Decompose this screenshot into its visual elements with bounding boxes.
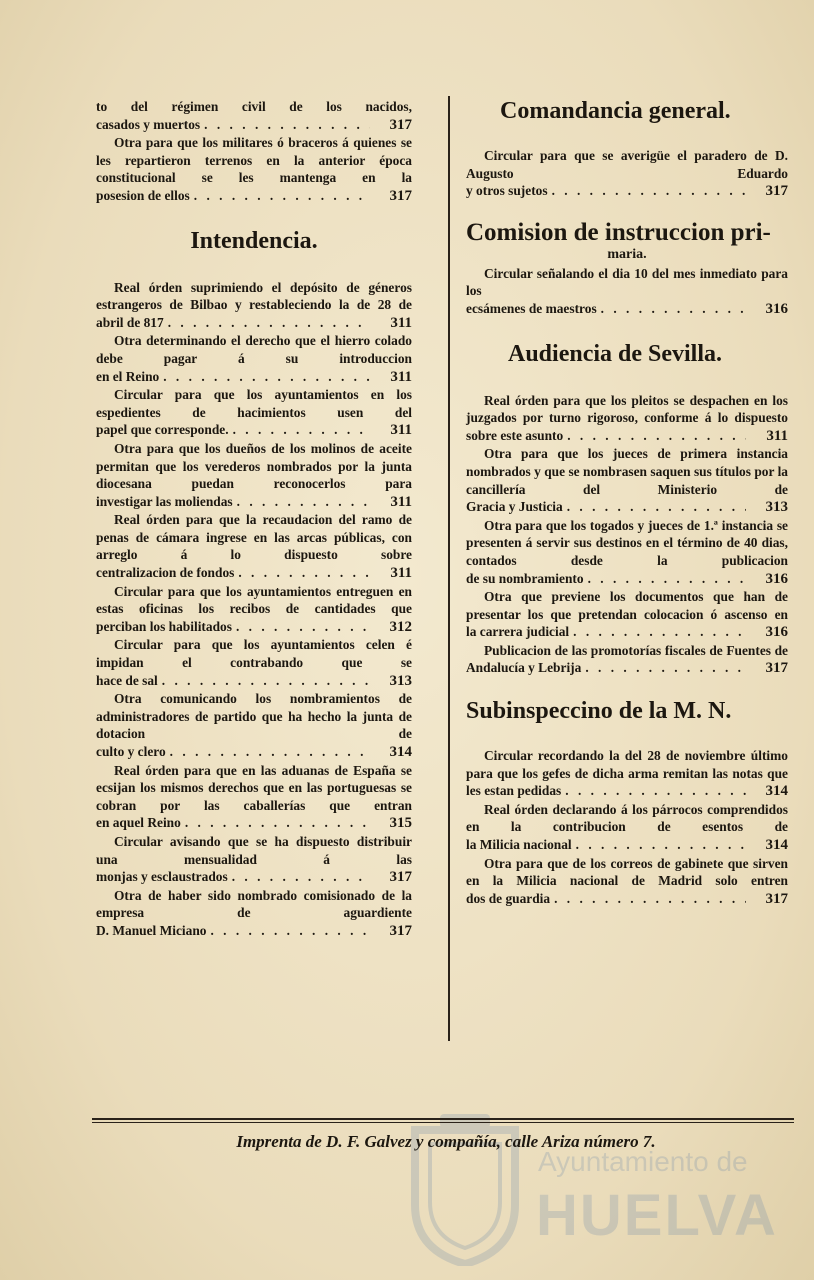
dot-leader (588, 570, 746, 588)
intendencia-entries (96, 279, 412, 941)
comandancia-entries (466, 147, 788, 201)
page-number: 313 (389, 672, 412, 689)
entry-text-end: en aquel Reino (96, 815, 181, 831)
index-entry (466, 147, 788, 201)
audiencia-entries (466, 392, 788, 679)
entry-text: Real órden para que en las aduanas de España se ecsijan los mismos derechos que en las portuguesas se cobran por las caballerías que entran (96, 762, 412, 813)
entry-text: Otra para que los togados y jueces de 1.ª instancia se presenten á servir sus destinos en el término de 40 dias, contados desde la publicacion (466, 517, 788, 568)
index-entry (466, 747, 788, 801)
index-entry (96, 887, 412, 941)
entry-text-end: de su nombramiento (466, 570, 584, 586)
watermark-line2: HUELVA (536, 1183, 778, 1248)
entry-text-end: y otros sujetos (466, 183, 548, 199)
page-number: 314 (389, 744, 412, 760)
entry-text-end: ecsámenes de maestros (466, 300, 597, 316)
index-entry (96, 511, 412, 582)
page-number: 317 (765, 890, 788, 907)
page-number: 317 (389, 116, 412, 133)
page-number: 317 (765, 183, 788, 200)
entry-text-end: culto y clero (96, 744, 166, 759)
section-heading-comision: Comision de instruccion pri- (466, 218, 771, 246)
entry-text: Publicacion de las promotorías fiscales de Fuentes de (484, 642, 788, 658)
page-number: 316 (765, 300, 788, 317)
entry-text: Otra para que los militares ó braceros á quienes se les repartieron terrenos en la anterior época constitucional se les mantenga en la (96, 135, 412, 186)
page-number: 311 (390, 368, 412, 385)
index-entry (96, 98, 412, 134)
entry-text-end: sobre este asunto (466, 427, 564, 443)
page-number: 311 (766, 427, 788, 444)
entry-text: Circular avisando que se ha dispuesto distribuir una mensualidad á las (96, 833, 412, 867)
entry-text-end: posesion de ellos (96, 187, 190, 203)
entry-text-end: Gracia y Justicia (466, 499, 563, 515)
footer-rule (92, 1118, 794, 1120)
index-entry (96, 833, 412, 887)
entry-text-end: casados y muertos (96, 116, 201, 132)
dot-leader (236, 618, 370, 636)
dot-leader (194, 187, 370, 205)
entry-text: Real órden para que la recaudacion del ramo de penas de cámara ingrese en las arcas públicas, con arreglo á lo dispuesto sobre (96, 512, 412, 563)
index-entry (96, 134, 412, 205)
page-number: 311 (390, 314, 412, 331)
dot-leader (567, 498, 746, 516)
index-entry (466, 265, 788, 319)
section-heading-audiencia: Audiencia de Sevilla. (508, 340, 723, 367)
dot-leader (565, 782, 746, 800)
page-number: 317 (389, 869, 412, 886)
entry-text-end: abril de 817 (96, 314, 164, 330)
page-number: 315 (389, 815, 412, 832)
watermark-line1: Ayuntamiento de (538, 1146, 748, 1177)
page-number: 317 (765, 660, 788, 677)
entry-text: Circular para que se averigüe el paradero de D. Augusto Eduardo (466, 148, 788, 181)
entry-text-end: investigar las moliendas (96, 493, 233, 509)
dot-leader (162, 672, 370, 690)
entry-text: Otra para que de los correos de gabinete que sirven en la Milicia nacional de Madrid solo entren (466, 855, 788, 889)
page-number: 311 (390, 422, 412, 439)
index-entry (96, 583, 412, 637)
entry-text: Otra de haber sido nombrado comisionado de la empresa de aguardiente (96, 887, 412, 921)
entry-text-end: D. Manuel Miciano (96, 922, 207, 938)
entry-text: Circular para que los ayuntamientos entreguen en estas oficinas los recibos de cantidades que (96, 583, 412, 617)
left-column (96, 98, 412, 941)
entry-text: Circular recordando la del 28 de noviembre último para que los gefes de dicha arma remitan las notas que (466, 748, 788, 781)
index-entry (466, 517, 788, 588)
entry-text: Real órden suprimiendo el depósito de géneros estrangeros de Bilbao y restableciendo la de 28 de (96, 279, 412, 313)
right-column (466, 98, 788, 908)
column-divider (448, 96, 450, 1041)
dot-leader (163, 368, 370, 386)
section-heading-comandancia: Comandancia general. (500, 98, 731, 124)
entry-text: Otra para que los jueces de primera instancia nombrados y que se nombrasen saquen sus títulos por la cancillería del Ministerio de (466, 446, 788, 497)
entry-text-end: la Milicia nacional (466, 837, 572, 853)
index-entry (466, 855, 788, 909)
page-number: 317 (389, 187, 412, 204)
entry-text: Circular para que los ayuntamientos celen é impidan el contrabando que se (96, 637, 412, 671)
dot-leader (170, 743, 370, 761)
dot-leader (573, 623, 746, 641)
entry-text: Real órden para que los pleitos se despachen en los juzgados por turno rigoroso, conforme á lo dispuesto (466, 392, 788, 426)
page-number: 314 (765, 783, 788, 800)
index-entry (466, 392, 788, 446)
entry-text: Otra que previene los documentos que han de presentar los que pretendan colocacion ó ascenso en (466, 589, 788, 622)
dot-leader (237, 493, 370, 511)
index-entry (96, 440, 412, 511)
page-number: 313 (765, 499, 788, 516)
index-entry (96, 762, 412, 833)
index-entry (96, 636, 412, 690)
entry-text-end: hace de sal (96, 672, 158, 688)
dot-leader (185, 814, 370, 832)
entry-text-end: en el Reino (96, 368, 160, 384)
dot-leader (601, 300, 746, 318)
dot-leader (232, 868, 370, 886)
entry-text-end: les estan pedidas (466, 783, 562, 799)
index-entry (96, 386, 412, 440)
entry-text: Circular señalando el dia 10 del mes inmediato para los (466, 265, 788, 299)
section-heading-intendencia: Intendencia. (190, 227, 318, 254)
entry-text-end: centralizacion de fondos (96, 565, 235, 581)
dot-leader (204, 116, 370, 134)
page-number: 316 (765, 624, 788, 641)
section-heading-comision-cont: maria. (607, 246, 647, 262)
section-heading-subinspeccion: Subinspeccino de la M. N. (466, 698, 732, 725)
entry-text-end: la carrera judicial (466, 624, 570, 640)
entry-text-end: papel que corresponde. (96, 422, 229, 438)
entry-text: Real órden declarando á los párrocos comprendidos en la contribucion de esentos de (466, 801, 788, 835)
subinspeccion-entries (466, 747, 788, 908)
dot-leader (576, 836, 746, 854)
comision-entries (466, 265, 788, 319)
page-number: 311 (390, 565, 412, 582)
entry-text-end: monjas y esclaustrados (96, 869, 228, 885)
dot-leader (233, 421, 370, 439)
index-entry (96, 332, 412, 386)
dot-leader (552, 182, 746, 200)
dot-leader (554, 890, 746, 908)
entry-text-end: Andalucía y Lebrija (466, 660, 582, 676)
index-entry (96, 279, 412, 333)
entry-text: Circular para que los ayuntamientos en los espedientes de hacimientos usen del (96, 387, 412, 420)
entry-text: Otra comunicando los nombramientos de administradores de partido que ha hecho la junta de dotacion de (96, 691, 412, 742)
dot-leader (168, 314, 370, 332)
index-entry (466, 588, 788, 642)
index-entry (466, 801, 788, 855)
printer-imprint: Imprenta de D. F. Galvez y compañía, calle Ariza número 7. (236, 1132, 656, 1151)
index-entry (96, 690, 412, 761)
entry-text: to del régimen civil de los nacidos, (96, 99, 412, 114)
entry-text-end: perciban los habilitados (96, 618, 232, 634)
page-number: 312 (389, 618, 412, 635)
page-number: 317 (389, 922, 412, 939)
page-number: 314 (765, 837, 788, 854)
index-entry (466, 445, 788, 516)
dot-leader (585, 659, 746, 677)
page-number: 316 (765, 570, 788, 587)
dot-leader (210, 922, 370, 940)
page-number: 311 (390, 493, 412, 510)
left-top-entries (96, 98, 412, 206)
footer-rule-thin (92, 1122, 794, 1123)
entry-text: Otra determinando el derecho que el hierro colado debe pagar á su introduccion (96, 333, 412, 366)
dot-leader (567, 427, 746, 445)
index-entry (466, 642, 788, 678)
entry-text: Otra para que los dueños de los molinos de aceite permitan que los verederos nombrados por la junta diocesana puedan reconocerlos para (96, 440, 412, 492)
dot-leader (238, 564, 370, 582)
entry-text-end: dos de guardia (466, 890, 551, 906)
